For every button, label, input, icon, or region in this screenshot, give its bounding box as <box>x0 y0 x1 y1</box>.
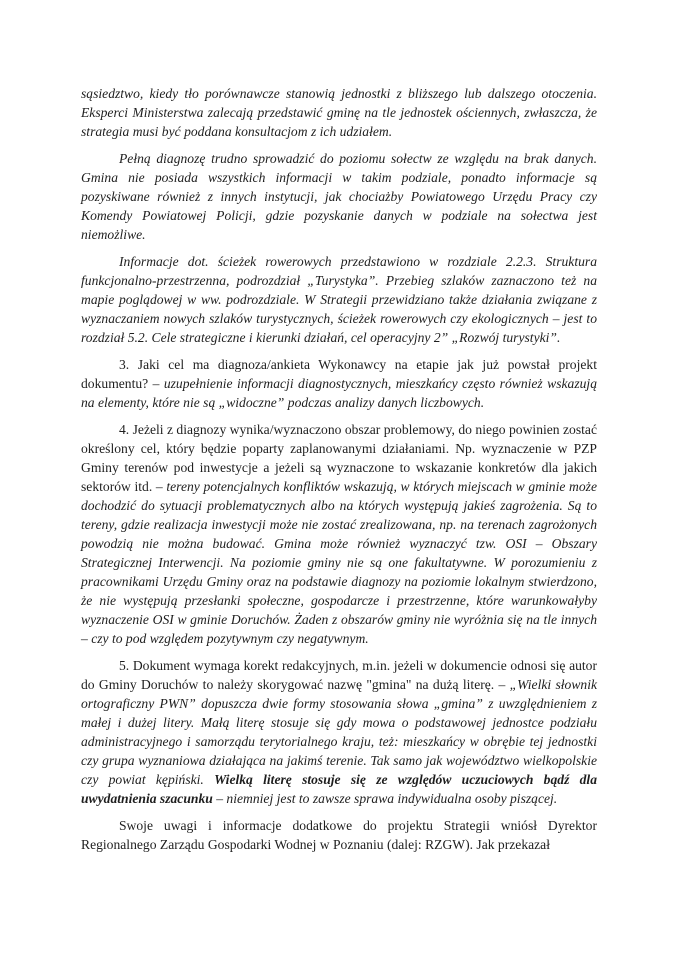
paragraph <box>81 149 597 244</box>
paragraph <box>81 355 597 412</box>
text-run: 5. Dokument wymaga korekt redakcyjnych, m.in. jeżeli w dokumencie odnosi się autor do Gminy Doruchów to należy skorygować nazwę "gmina" na dużą literę. – <box>81 658 597 692</box>
document-text <box>81 84 597 854</box>
text-run: 4. Jeżeli z diagnozy wynika/wyznaczono obszar problemowy, do niego powinien zostać określony cel, który będzie poparty zaplanowanymi działaniami. Np. wyznaczenie w PZP Gminy terenów pod inwestycje a jeżeli są wyznaczone to wskazanie konkretów dla jakich sektorów itd. – <box>81 422 597 494</box>
paragraph <box>81 84 597 141</box>
text-run: Pełną diagnozę trudno sprowadzić do poziomu sołectw ze względu na brak danych. Gmina nie posiada wszystkich informacji w takim podziale, ponadto informacje są pozyskiwane również z innych instytucji, jak chociażby Powiatowego Urzędu Pracy czy Komendy Powiatowej Policji, gdzie pozyskanie danych w podziale na sołectwa jest niemożliwe. <box>81 151 597 242</box>
text-run: Informacje dot. ścieżek rowerowych przedstawiono w rozdziale 2.2.3. Struktura funkcjonalno-przestrzenna, podrozdział „Turystyka”. Przebieg szlaków zaznaczono też na mapie poglądowej w ww. podrozdziale. W Strategii przewidziano także działania związane z wyznaczaniem nowych szlaków turystycznych, ścieżek rowerowych czy ekologicznych – jest to rozdział 5.2. Cele strategiczne i kierunki działań, cel operacyjny 2” „Rozwój turystyki”. <box>81 254 597 345</box>
text-run: – niemniej jest to zawsze sprawa indywidualna osoby piszącej. <box>212 791 558 806</box>
paragraph <box>81 656 597 808</box>
text-run: „Wielki słownik ortograficzny PWN” dopuszcza dwie formy stosowania słowa „gmina” z uwzględnieniem z małej i dużej litery. Małą literę stosuje się gdy mowa o podstawowej jednostce podziału administracyjnego i samorządu terytorialnego kraju, też: mieszkańcy w obrębie tej jednostki czy grupa wyznaniowa działająca na jakimś terenie. Tak samo jak województwo wielkopolskie czy powiat kępiński. <box>81 677 598 787</box>
paragraph <box>81 252 597 347</box>
text-run: tereny potencjalnych konfliktów wskazują, w których miejscach w gminie może dochodzić do sytuacji problematycznych albo na których występują jakieś zagrożenia. Są to tereny, gdzie realizacja inwestycji może nie zostać zrealizowana, np. na terenach zagrożonych powodzią nie można budować. Gmina może również wyznaczyć tzw. OSI – Obszary Strategicznej Interwencji. Na poziomie gminy nie są one fakultatywne. W porozumieniu z pracownikami Urzędu Gminy oraz na podstawie diagnozy na poziomie lokalnym stwierdzono, że nie występują przesłanki społeczne, gospodarcze i przestrzenne, które warunkowałyby wyznaczenie OSI w gminie Doruchów. Żaden z obszarów gminy nie wyróżnia się na tle innych – czy to pod względem pozytywnym czy negatywnym. <box>81 479 597 646</box>
text-run: uzupełnienie informacji diagnostycznych, mieszkańcy często również wskazują na elementy, które nie są „widoczne” podczas analizy danych liczbowych. <box>81 376 597 410</box>
paragraph <box>81 816 597 854</box>
text-run: Swoje uwagi i informacje dodatkowe do projektu Strategii wniósł Dyrektor Regionalnego Zarządu Gospodarki Wodnej w Poznaniu (dalej: RZGW). Jak przekazał <box>81 818 597 852</box>
text-run: 3. Jaki cel ma diagnoza/ankieta Wykonawcy na etapie jak już powstał projekt dokumentu? – <box>81 357 597 391</box>
text-run: sąsiedztwo, kiedy tło porównawcze stanowią jednostki z bliższego lub dalszego otoczenia. Eksperci Ministerstwa zalecają przedstawić gminę na tle jednostek ościennych, zwłaszcza, że strategia musi być poddana konsultacjom z ich udziałem. <box>81 86 597 139</box>
paragraph <box>81 420 597 648</box>
text-run: Wielką literę stosuje się ze względów uczuciowych bądź dla uwydatnienia szacunku <box>81 772 597 806</box>
